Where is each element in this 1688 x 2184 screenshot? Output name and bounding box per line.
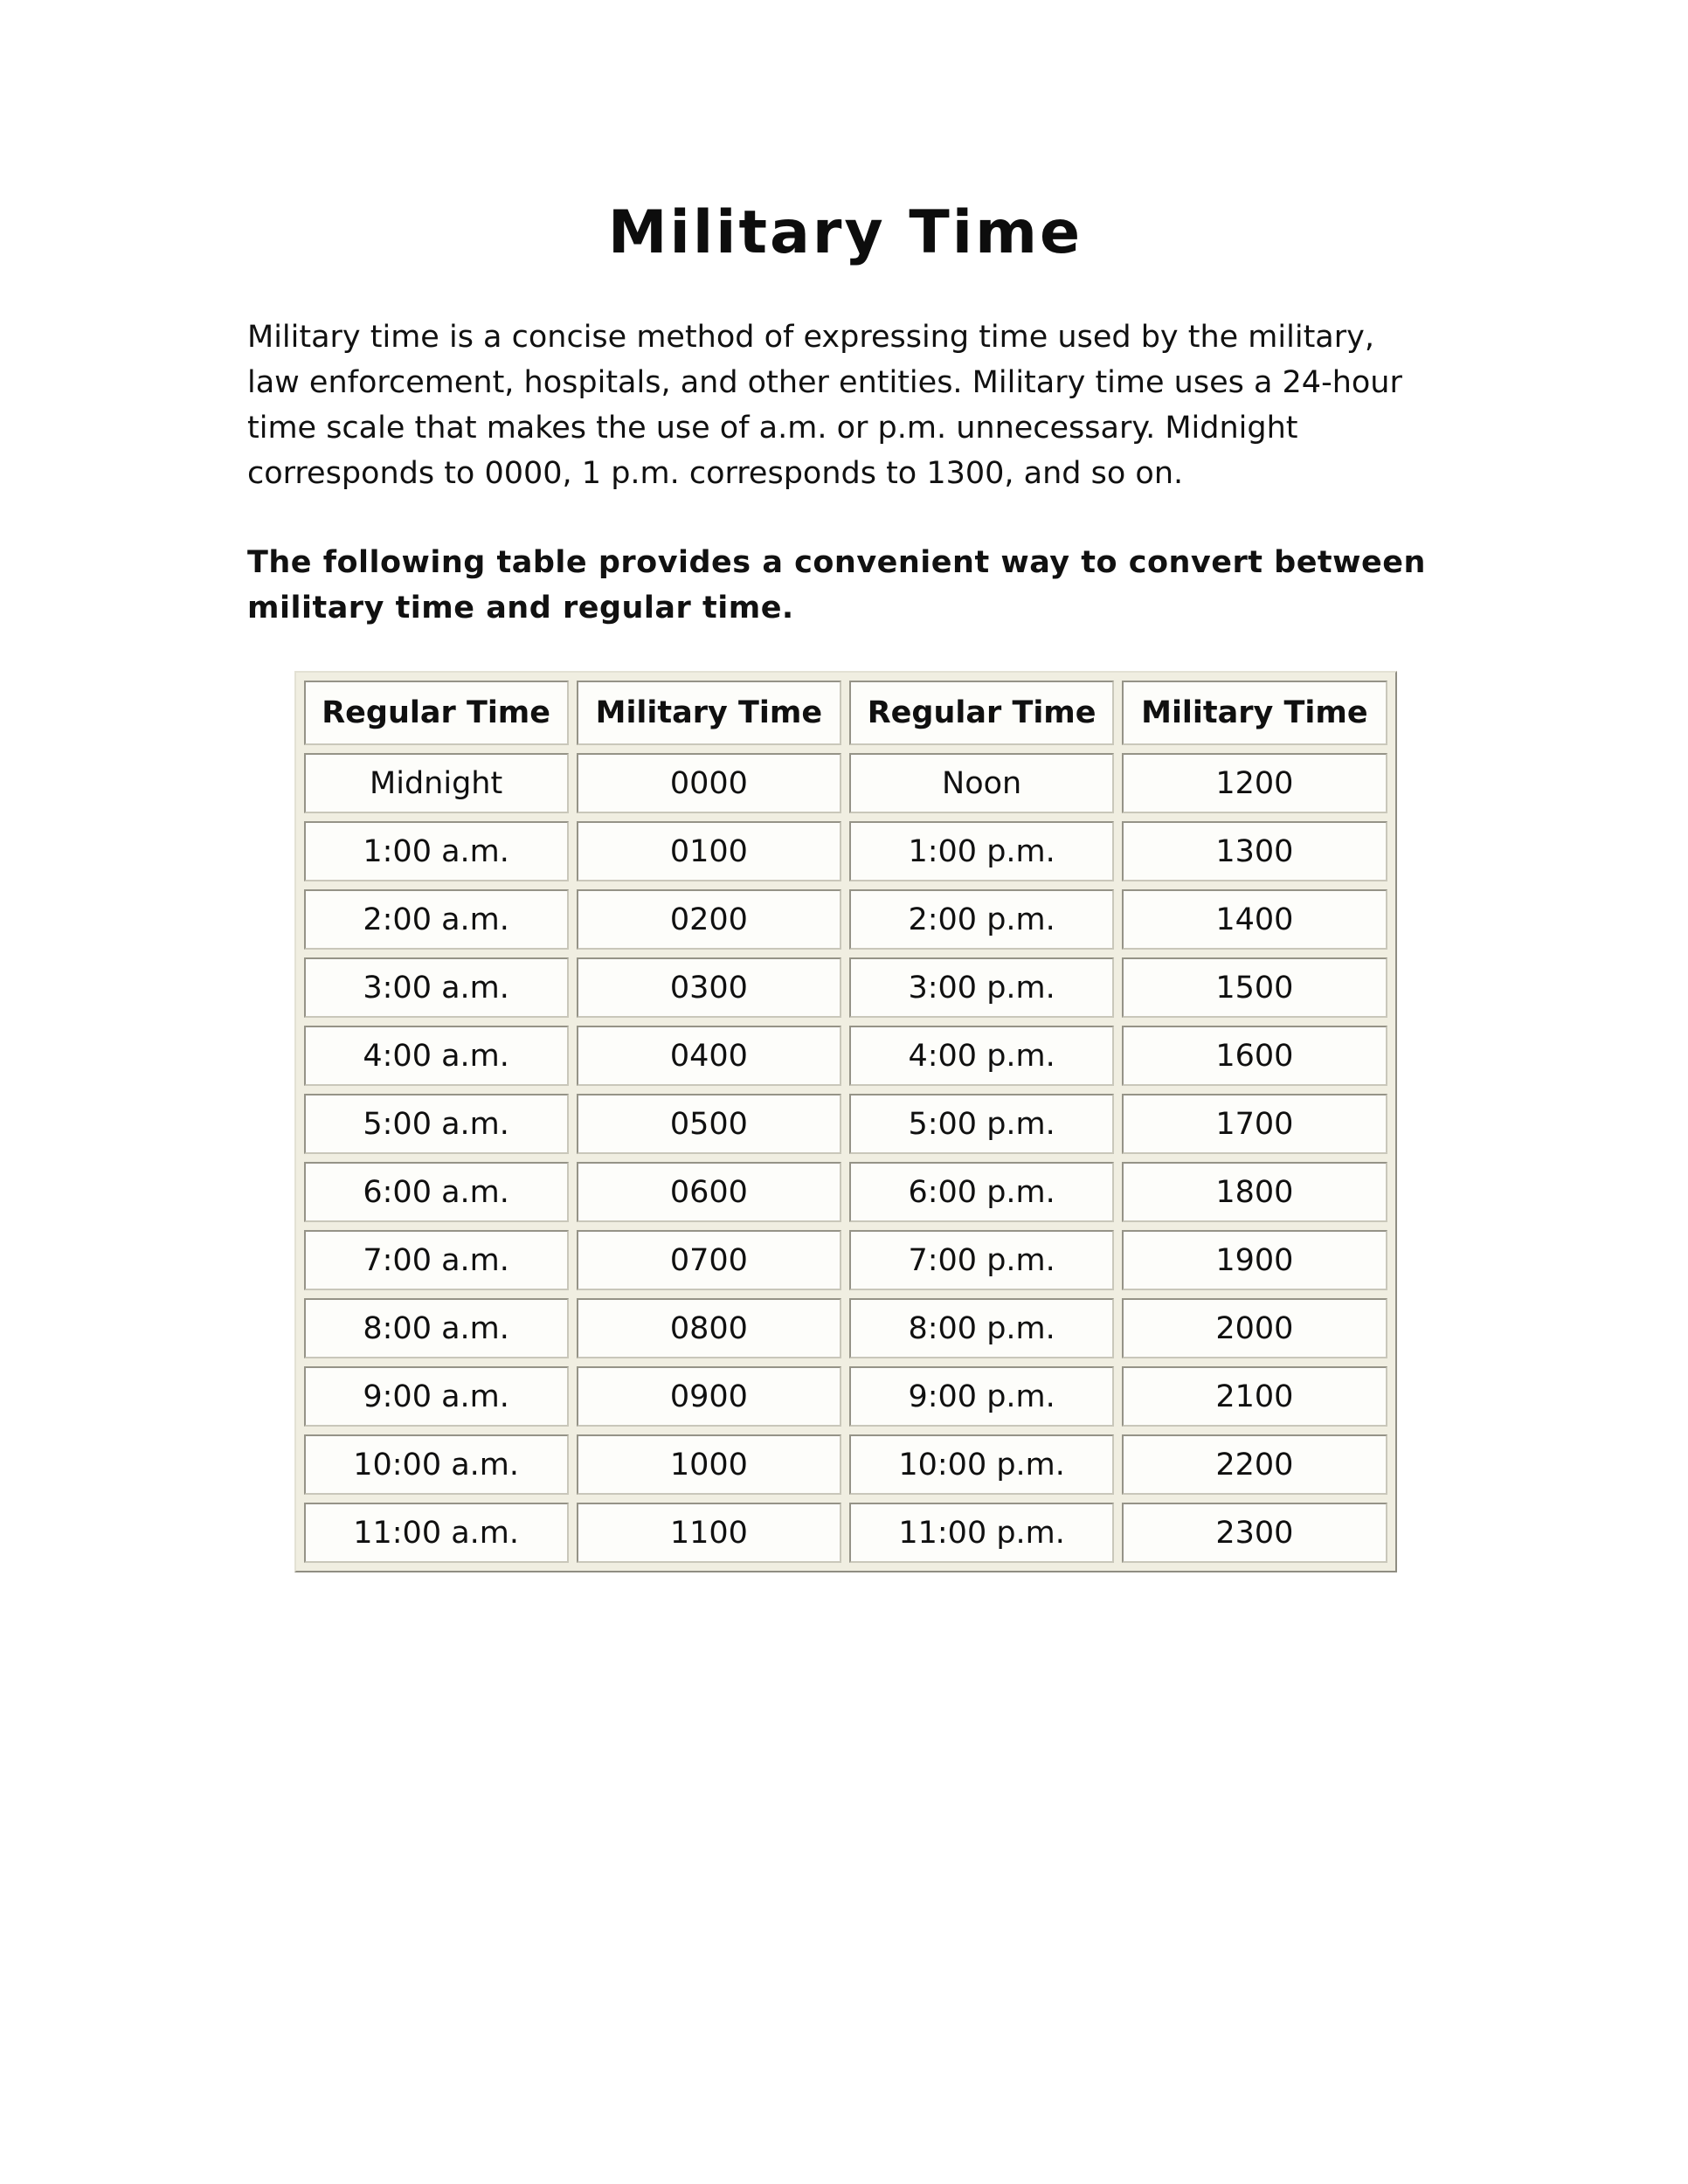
table-cell: 1:00 a.m. — [304, 821, 569, 881]
table-cell: 4:00 a.m. — [304, 1026, 569, 1086]
table-cell: 5:00 p.m. — [849, 1094, 1114, 1154]
table-cell: 0000 — [577, 753, 841, 813]
table-cell: 1000 — [577, 1434, 841, 1495]
table-cell: 1200 — [1122, 753, 1387, 813]
note-line: The following table provides a convenient way to convert between — [247, 545, 1426, 581]
table-cell: 0900 — [577, 1366, 841, 1427]
table-cell: 8:00 p.m. — [849, 1298, 1114, 1358]
table-row — [304, 1230, 1387, 1290]
table-cell: 1300 — [1122, 821, 1387, 881]
table-header-cell: Regular Time — [304, 681, 569, 745]
table-cell: 2200 — [1122, 1434, 1387, 1495]
table-cell: 3:00 a.m. — [304, 957, 569, 1018]
table-cell: 11:00 p.m. — [849, 1503, 1114, 1563]
table-row — [304, 1162, 1387, 1222]
table-row — [304, 1026, 1387, 1086]
table-cell: 5:00 a.m. — [304, 1094, 569, 1154]
table-cell: 1500 — [1122, 957, 1387, 1018]
table-row — [304, 957, 1387, 1018]
intro-line: Military time is a concise method of expressing time used by the military, — [247, 320, 1374, 356]
table-cell: 2300 — [1122, 1503, 1387, 1563]
table-cell: 8:00 a.m. — [304, 1298, 569, 1358]
table-cell: 0500 — [577, 1094, 841, 1154]
table-header-cell: Regular Time — [849, 681, 1114, 745]
note-line: military time and regular time. — [247, 591, 794, 626]
table-row — [304, 1503, 1387, 1563]
table-cell: 0400 — [577, 1026, 841, 1086]
table-row — [304, 1094, 1387, 1154]
table-header-cell: Military Time — [1122, 681, 1387, 745]
conversion-table — [294, 671, 1397, 1572]
table-cell: 1800 — [1122, 1162, 1387, 1222]
table-cell: 0600 — [577, 1162, 841, 1222]
intro-line: corresponds to 0000, 1 p.m. corresponds to 1300, and so on. — [247, 456, 1184, 492]
table-cell: 0200 — [577, 889, 841, 950]
table-cell: 1:00 p.m. — [849, 821, 1114, 881]
table-cell: 9:00 a.m. — [304, 1366, 569, 1427]
table-cell: Noon — [849, 753, 1114, 813]
table-cell: 10:00 a.m. — [304, 1434, 569, 1495]
table-cell: 2000 — [1122, 1298, 1387, 1358]
table-row — [304, 753, 1387, 813]
intro-paragraph — [247, 314, 1443, 496]
table-cell: 4:00 p.m. — [849, 1026, 1114, 1086]
note-paragraph — [247, 540, 1443, 631]
table-cell: 1600 — [1122, 1026, 1387, 1086]
table-cell: 3:00 p.m. — [849, 957, 1114, 1018]
table-cell: 0700 — [577, 1230, 841, 1290]
intro-line: law enforcement, hospitals, and other entities. Military time uses a 24-hour — [247, 365, 1402, 401]
page-title: Military Time — [607, 198, 1083, 267]
table-cell: 10:00 p.m. — [849, 1434, 1114, 1495]
table-cell: 1700 — [1122, 1094, 1387, 1154]
table-cell: 1100 — [577, 1503, 841, 1563]
table-cell: 6:00 a.m. — [304, 1162, 569, 1222]
table-cell: 1400 — [1122, 889, 1387, 950]
conversion-table-wrapper — [247, 671, 1443, 1572]
table-row — [304, 889, 1387, 950]
table-row — [304, 821, 1387, 881]
table-cell: 2:00 a.m. — [304, 889, 569, 950]
table-cell: 2:00 p.m. — [849, 889, 1114, 950]
table-cell: Midnight — [304, 753, 569, 813]
table-cell: 0800 — [577, 1298, 841, 1358]
table-cell: 0300 — [577, 957, 841, 1018]
table-cell: 6:00 p.m. — [849, 1162, 1114, 1222]
table-row — [304, 1298, 1387, 1358]
table-row — [304, 1434, 1387, 1495]
table-cell: 9:00 p.m. — [849, 1366, 1114, 1427]
table-cell: 0100 — [577, 821, 841, 881]
table-cell: 11:00 a.m. — [304, 1503, 569, 1563]
table-cell: 7:00 p.m. — [849, 1230, 1114, 1290]
table-row — [304, 1366, 1387, 1427]
table-header-cell: Military Time — [577, 681, 841, 745]
table-cell: 7:00 a.m. — [304, 1230, 569, 1290]
table-cell: 1900 — [1122, 1230, 1387, 1290]
intro-line: time scale that makes the use of a.m. or p.m. unnecessary. Midnight — [247, 411, 1298, 446]
table-header-row — [304, 681, 1387, 745]
table-cell: 2100 — [1122, 1366, 1387, 1427]
